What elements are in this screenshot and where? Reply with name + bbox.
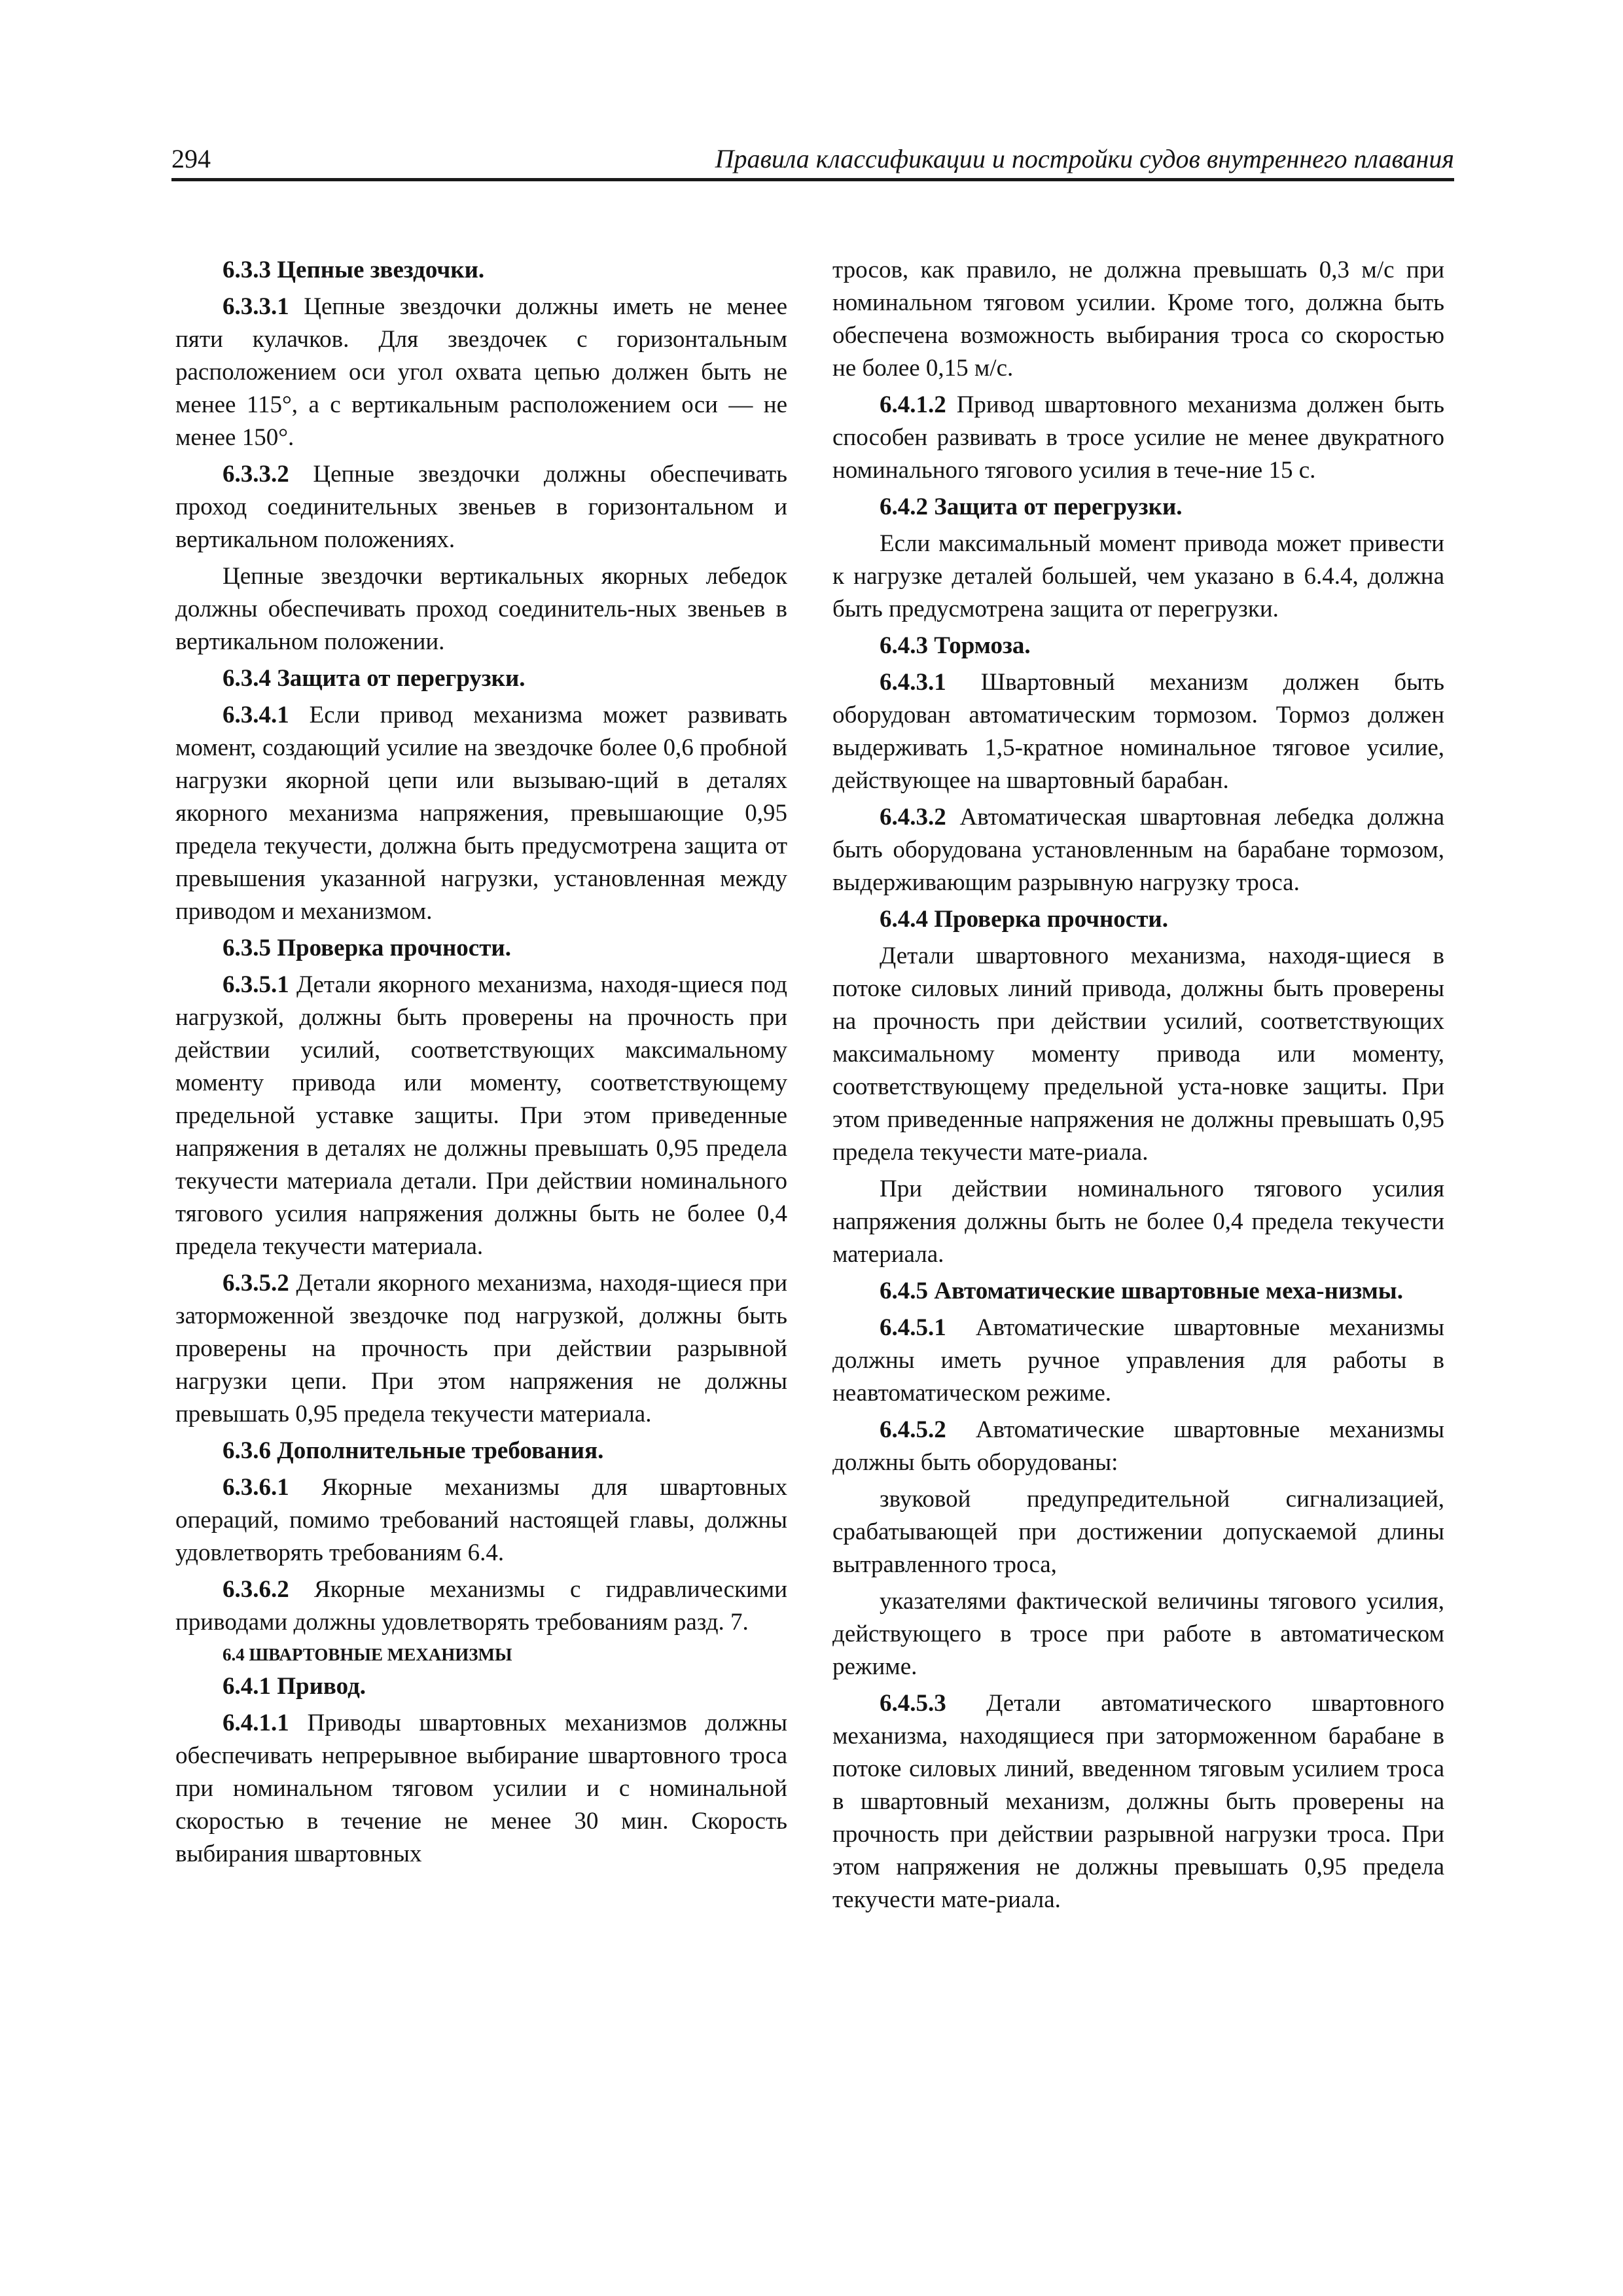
- paragraph-text: Автоматическая швартовная лебедка должна быть оборудована установленным на барабане тормозом, выдерживающим разрывную нагрузку троса.: [832, 804, 1444, 896]
- paragraph-6-4-3-1: [832, 666, 1444, 797]
- paragraph-6-4-5-3: [832, 1687, 1444, 1916]
- paragraph-text: Если привод механизма может развивать момент, создающий усилие на звездочке более 0,6 пробной нагрузки якорной цепи или вызываю-щий в деталях якорного механизма напряжения, превышающие 0,95 предела текучести, должна быть предусмотрена защита от превышения указанной нагрузки, установленная между приводом и механизмом.: [175, 702, 787, 925]
- clause-number: 6.4.5.2: [880, 1416, 946, 1443]
- paragraph-text: Автоматические швартовные механизмы должны быть оборудованы:: [832, 1416, 1444, 1476]
- heading-6-3-4: 6.3.4 Защита от перегрузки.: [223, 665, 526, 692]
- clause-number: 6.4.5.3: [880, 1690, 946, 1717]
- clause-number: 6.4.3.1: [880, 669, 946, 696]
- section-title-6-4: 6.4 ШВАРТОВНЫЕ МЕХАНИЗМЫ: [223, 1645, 512, 1664]
- paragraph-6-3-5-2: [175, 1267, 787, 1431]
- paragraph-6-4-5-1: [832, 1312, 1444, 1410]
- paragraph-6-4-1-2: [832, 389, 1444, 487]
- running-header: [171, 143, 1454, 178]
- paragraph-text: Детали якорного механизма, находя-щиеся под нагрузкой, должны быть проверены на прочность при действии усилий, соответствующих максимальному моменту привода или моменту, соответствующему предельной уставке защиты. При этом приведенные напряжения в деталях не должны превышать 0,95 предела текучести материала детали. При действии номинального тягового усилия напряжения должны быть не более 0,4 предела текучести материала.: [175, 971, 787, 1260]
- clause-number: 6.3.6.1: [223, 1474, 289, 1501]
- paragraph-6-3-3-2-cont: Цепные звездочки вертикальных якорных лебедок должны обеспечивать проход соединитель-ных звеньев в вертикальном положении.: [175, 563, 787, 655]
- clause-number: 6.3.5.1: [223, 971, 289, 998]
- paragraph-6-3-3-2: [175, 458, 787, 556]
- paragraph-text: Цепные звездочки должны иметь не менее пяти кулачков. Для звездочек с горизонтальным расположением оси угол охвата цепью должен быть не менее 115°, а с вертикальным расположением оси — не менее 150°.: [175, 293, 787, 451]
- clause-number: 6.3.3.2: [223, 461, 289, 488]
- page-number: 294: [171, 144, 211, 173]
- clause-number: 6.3.5.2: [223, 1270, 289, 1297]
- paragraph-6-4-5-2: [832, 1414, 1444, 1479]
- paragraph-text: Привод швартовного механизма должен быть способен развивать в тросе усилие не менее двукратного номинального тягового усилия в тече-ние 15 с.: [832, 391, 1444, 484]
- book-title: Правила классификации и постройки судов внутреннего плавания: [715, 144, 1454, 173]
- paragraph-text: Якорные механизмы для швартовных операций, помимо требований настоящей главы, должны удовлетворять требованиям 6.4.: [175, 1474, 787, 1566]
- heading-6-4-5: 6.4.5 Автоматические швартовные меха-низмы.: [880, 1278, 1403, 1304]
- paragraph-6-3-5-1: [175, 969, 787, 1263]
- paragraph-text: Цепные звездочки должны обеспечивать проход соединительных звеньев в горизонтальном и вертикальном положениях.: [175, 461, 787, 553]
- heading-6-4-3: 6.4.3 Тормоза.: [880, 632, 1031, 659]
- clause-number: 6.3.4.1: [223, 702, 289, 728]
- paragraph-6-3-6-1: [175, 1471, 787, 1570]
- paragraph-6-4-4: Детали швартовного механизма, находя-щиеся в потоке силовых линий привода, должны быть проверены на прочность при действии усилий, соответствующих максимальному моменту привода или моменту, соответствующему предельной уста-новке защиты. При этом приведенные напряжения не должны превышать 0,95 предела текучести мате-риала.: [832, 942, 1444, 1166]
- heading-6-3-3: 6.3.3 Цепные звездочки.: [223, 257, 485, 283]
- clause-number: 6.4.5.1: [880, 1314, 946, 1341]
- clause-number: 6.4.1.2: [880, 391, 946, 418]
- heading-6-3-6: 6.3.6 Дополнительные требования.: [223, 1437, 604, 1464]
- paragraph-6-4-4-cont: При действии номинального тягового усилия напряжения должны быть не более 0,4 предела текучести материала.: [832, 1175, 1444, 1268]
- clause-number: 6.3.3.1: [223, 293, 289, 320]
- heading-6-4-1: 6.4.1 Привод.: [223, 1673, 366, 1700]
- heading-6-4-2: 6.4.2 Защита от перегрузки.: [880, 493, 1183, 520]
- paragraph-text: Автоматические швартовные механизмы должны иметь ручное управления для работы в неавтоматическом режиме.: [832, 1314, 1444, 1407]
- list-item-alarm: звуковой предупредительной сигнализацией, срабатывающей при достижении допускаемой длины вытравленного троса,: [832, 1486, 1444, 1578]
- paragraph-6-4-3-2: [832, 801, 1444, 899]
- clause-number: 6.4.1.1: [223, 1710, 289, 1736]
- paragraph-6-4-2: Если максимальный момент привода может привести к нагрузке деталей большей, чем указано в 6.4.4, должна быть предусмотрена защита от перегрузки.: [832, 530, 1444, 622]
- paragraph-6-3-6-2: [175, 1573, 787, 1639]
- paragraph-text: Детали якорного механизма, находя-щиеся при заторможенной звездочке под нагрузкой, должны быть проверены на прочность при действии разрывной нагрузки цепи. При этом напряжения не должны превышать 0,95 предела текучести материала.: [175, 1270, 787, 1427]
- header-rule: [171, 178, 1454, 181]
- heading-6-3-5: 6.3.5 Проверка прочности.: [223, 935, 511, 961]
- paragraph-text: Приводы швартовных механизмов должны обеспечивать непрерывное выбирание швартовного троса при номинальном тяговом усилии и с номинальной скоростью в течение не менее 30 мин. Скорость выбирания швартовных: [175, 1710, 787, 1867]
- clause-number: 6.3.6.2: [223, 1576, 289, 1603]
- heading-6-4-4: 6.4.4 Проверка прочности.: [880, 906, 1168, 933]
- left-column: [175, 254, 787, 1874]
- paragraph-text: Детали автоматического швартовного механизма, находящиеся при заторможенном барабане в потоке силовых линий, введенном тяговым усилием троса в швартовный механизм, должны быть проверены на прочность при действии разрывной нагрузки троса. При этом напряжения не должны превышать 0,95 предела текучести мате-риала.: [832, 1690, 1444, 1913]
- paragraph-6-3-3-1: [175, 291, 787, 454]
- right-column: [832, 254, 1444, 1920]
- paragraph-text: Швартовный механизм должен быть оборудован автоматическим тормозом. Тормоз должен выдерживать 1,5-кратное номинальное тяговое усилие, действующее на швартовный барабан.: [832, 669, 1444, 794]
- paragraph-6-4-1-1-cont: тросов, как правило, не должна превышать 0,3 м/с при номинальном тяговом усилии. Кроме того, должна быть обеспечена возможность выбирания троса со скоростью не более 0,15 м/с.: [832, 257, 1444, 382]
- paragraph-6-3-4-1: [175, 699, 787, 928]
- paragraph-6-4-1-1: [175, 1707, 787, 1871]
- clause-number: 6.4.3.2: [880, 804, 946, 831]
- paragraph-text: Якорные механизмы с гидравлическими приводами должны удовлетворять требованиям разд. 7.: [175, 1576, 787, 1636]
- list-item-indicators: указателями фактической величины тягового усилия, действующего в тросе при работе в автоматическом режиме.: [832, 1588, 1444, 1680]
